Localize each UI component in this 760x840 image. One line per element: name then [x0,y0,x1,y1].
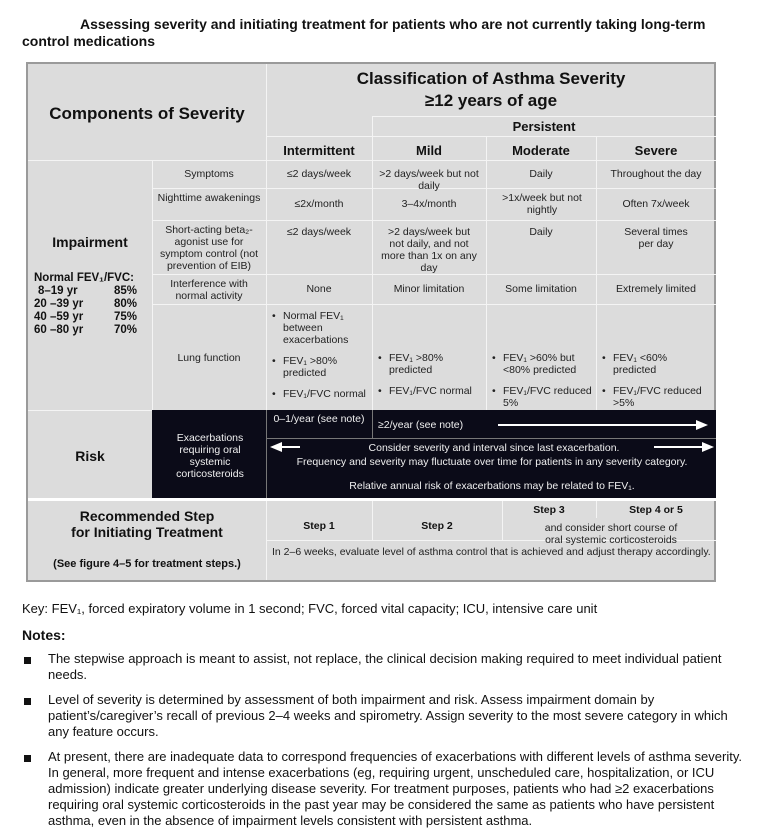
step-3: Step 3 [533,504,565,516]
grid-line [596,136,597,410]
grid-line [486,136,487,410]
grid-line [152,160,153,412]
lung-list-intermittent [272,310,368,400]
see-figure-note: (See figure 4–5 for treatment steps.) [53,558,241,570]
list-item: • FEV₁ >80% predicted [272,355,368,379]
list-item: • FEV₁ >80% predicted [378,352,482,376]
note-1: The stepwise approach is meant to assist, not replace, the clinical decision making required to meet individual patient needs. [48,651,722,682]
step-1: Step 1 [303,520,335,532]
step-4-or-5: Step 4 or 5 [629,504,683,516]
col-moderate: Moderate [512,143,570,158]
risk-persistent: ≥2/year (see note) [378,419,464,431]
cell-saba-severe: Several times per day [624,226,688,250]
grid-line [152,304,716,305]
grid-line [266,438,716,439]
page-title [22,16,742,50]
risk-line2: Frequency and severity may fluctuate over time for patients in any severity category. [296,456,688,468]
cell-saba-intermittent: ≤2 days/week [286,226,352,238]
cell-symptoms-moderate: Daily [529,168,553,180]
grid-line [28,160,716,161]
col-severe: Severe [634,143,678,158]
risk-intermittent: 0–1/year (see note) [273,413,365,425]
notes-heading: Notes: [22,627,66,643]
grid-line [372,410,373,438]
classification-title [266,68,716,112]
cell-interference-moderate: Some limitation [505,283,577,295]
cell-lung-severe [602,352,712,418]
list-item: • FEV₁/FVC reduced >5% [602,385,712,409]
components-of-severity: Components of Severity [49,104,245,123]
cell-lung-intermittent [272,310,368,409]
cell-interference-mild: Minor limitation [393,283,465,295]
cell-lung-mild [378,352,482,406]
lung-list-severe [602,352,712,409]
page-title-text: Assessing severity and initiating treatment for patients who are not currently taking long-term control medications [22,16,706,49]
grid-line [28,498,716,501]
list-item: • FEV₁ >60% but <80% predicted [492,352,592,376]
cell-lung-moderate [492,352,592,418]
recommended-label-line1: Recommended Step [79,508,215,524]
severity-table [26,62,716,582]
risk-row-label: Exacerbations requiring oral systemic corticosteroids [176,432,244,480]
grid-line [266,136,716,137]
key-line: Key: FEV₁, forced expiratory volume in 1 second; FVC, forced vital capacity; ICU, intensive care unit [22,601,598,616]
grid-line [266,64,267,580]
row-label-nighttime: Nighttime awakenings [157,192,261,204]
row-label-interference: Interference with normal activity [170,278,248,302]
cell-interference-severe: Extremely limited [616,283,696,295]
normal-fev-header: Normal FEV₁/FVC: [34,272,134,284]
row-label-lung-function: Lung function [177,352,241,364]
normal-fev-row: 60 –80 yr 70% [34,324,138,336]
normal-fev-block [34,272,152,337]
risk-arrow-right [498,420,708,430]
grid-line [152,274,716,275]
note-2: Level of severity is determined by assessment of both impairment and risk. Assess impairment domain by patient’s/caregiver’s recall of previous 2–4 weeks and spirometry. Assign severity to the most severe category in which any feature occurs. [48,692,728,739]
cell-nighttime-moderate: >1x/week but not nightly [502,192,582,216]
cell-saba-moderate: Daily [529,226,553,238]
row-label-symptoms: Symptoms [184,168,234,180]
normal-fev-row: 20 –39 yr 80% [34,298,138,310]
grid-line [152,220,716,221]
lung-list-mild [378,352,482,397]
normal-fev-row: 40 –59 yr 75% [34,311,138,323]
row-label-saba: Short-acting beta₂-agonist use for symptom control (not prevention of EIB) [159,224,259,272]
grid-line [266,410,267,498]
cell-nighttime-intermittent: ≤2x/month [294,198,344,210]
recommended-label-line2: for Initiating Treatment [71,524,223,540]
recommended-label [28,508,266,540]
lung-list-moderate [492,352,592,409]
risk-line3: Relative annual risk of exacerbations may be related to FEV₁. [349,480,635,492]
bullet-square-icon [24,698,31,705]
step-2: Step 2 [421,520,453,532]
evaluate-note: In 2–6 weeks, evaluate level of asthma control that is achieved and adjust therapy accordingly. [272,546,711,558]
grid-line [372,116,716,117]
col-intermittent: Intermittent [283,143,355,158]
list-item: • FEV₁/FVC normal [378,385,482,397]
col-mild: Mild [416,143,442,158]
cell-symptoms-mild: >2 days/week but not daily [379,168,479,192]
cell-saba-mild: >2 days/week but not daily, and not more than 1x on any day [381,226,477,274]
list-item: • Normal FEV₁ between exacerbations [272,310,368,346]
risk-line1: Consider severity and interval since last exacerbation. [368,442,620,454]
list-item: • FEV₁ <60% predicted [602,352,712,376]
classification-title-line2: ≥12 years of age [424,91,558,110]
impairment-label: Impairment [52,234,128,250]
cell-nighttime-mild: 3–4x/month [401,198,457,210]
list-item: • FEV₁/FVC normal [272,388,368,400]
note-3: At present, there are inadequate data to correspond frequencies of exacerbations with different levels of asthma severity. In general, more frequent and intense exacerbations (eg, requiring urgent, unscheduled care, hospitalization, or ICU admission) indicate greater underlying disease severity. For treatment purposes, patients who had ≥2 exacerbations requiring oral systemic corticosteroids in the past year may be considered the same as patients who have persistent asthma, even in the absence of impairment levels consistent with persistent asthma. [48,749,742,828]
normal-fev-row: 8–19 yr 85% [38,285,138,297]
risk-label: Risk [75,448,105,464]
oral-corticosteroid-note: and consider short course of oral systemic corticosteroids [544,522,678,546]
cell-nighttime-severe: Often 7x/week [622,198,690,210]
bullet-square-icon [24,755,31,762]
bullet-square-icon [24,657,31,664]
cell-symptoms-severe: Throughout the day [610,168,702,180]
list-item: • FEV₁/FVC reduced 5% [492,385,592,409]
cell-interference-intermittent: None [306,283,332,295]
persistent-header: Persistent [512,119,576,134]
cell-symptoms-intermittent: ≤2 days/week [286,168,352,180]
classification-title-line1: Classification of Asthma Severity [356,69,626,88]
